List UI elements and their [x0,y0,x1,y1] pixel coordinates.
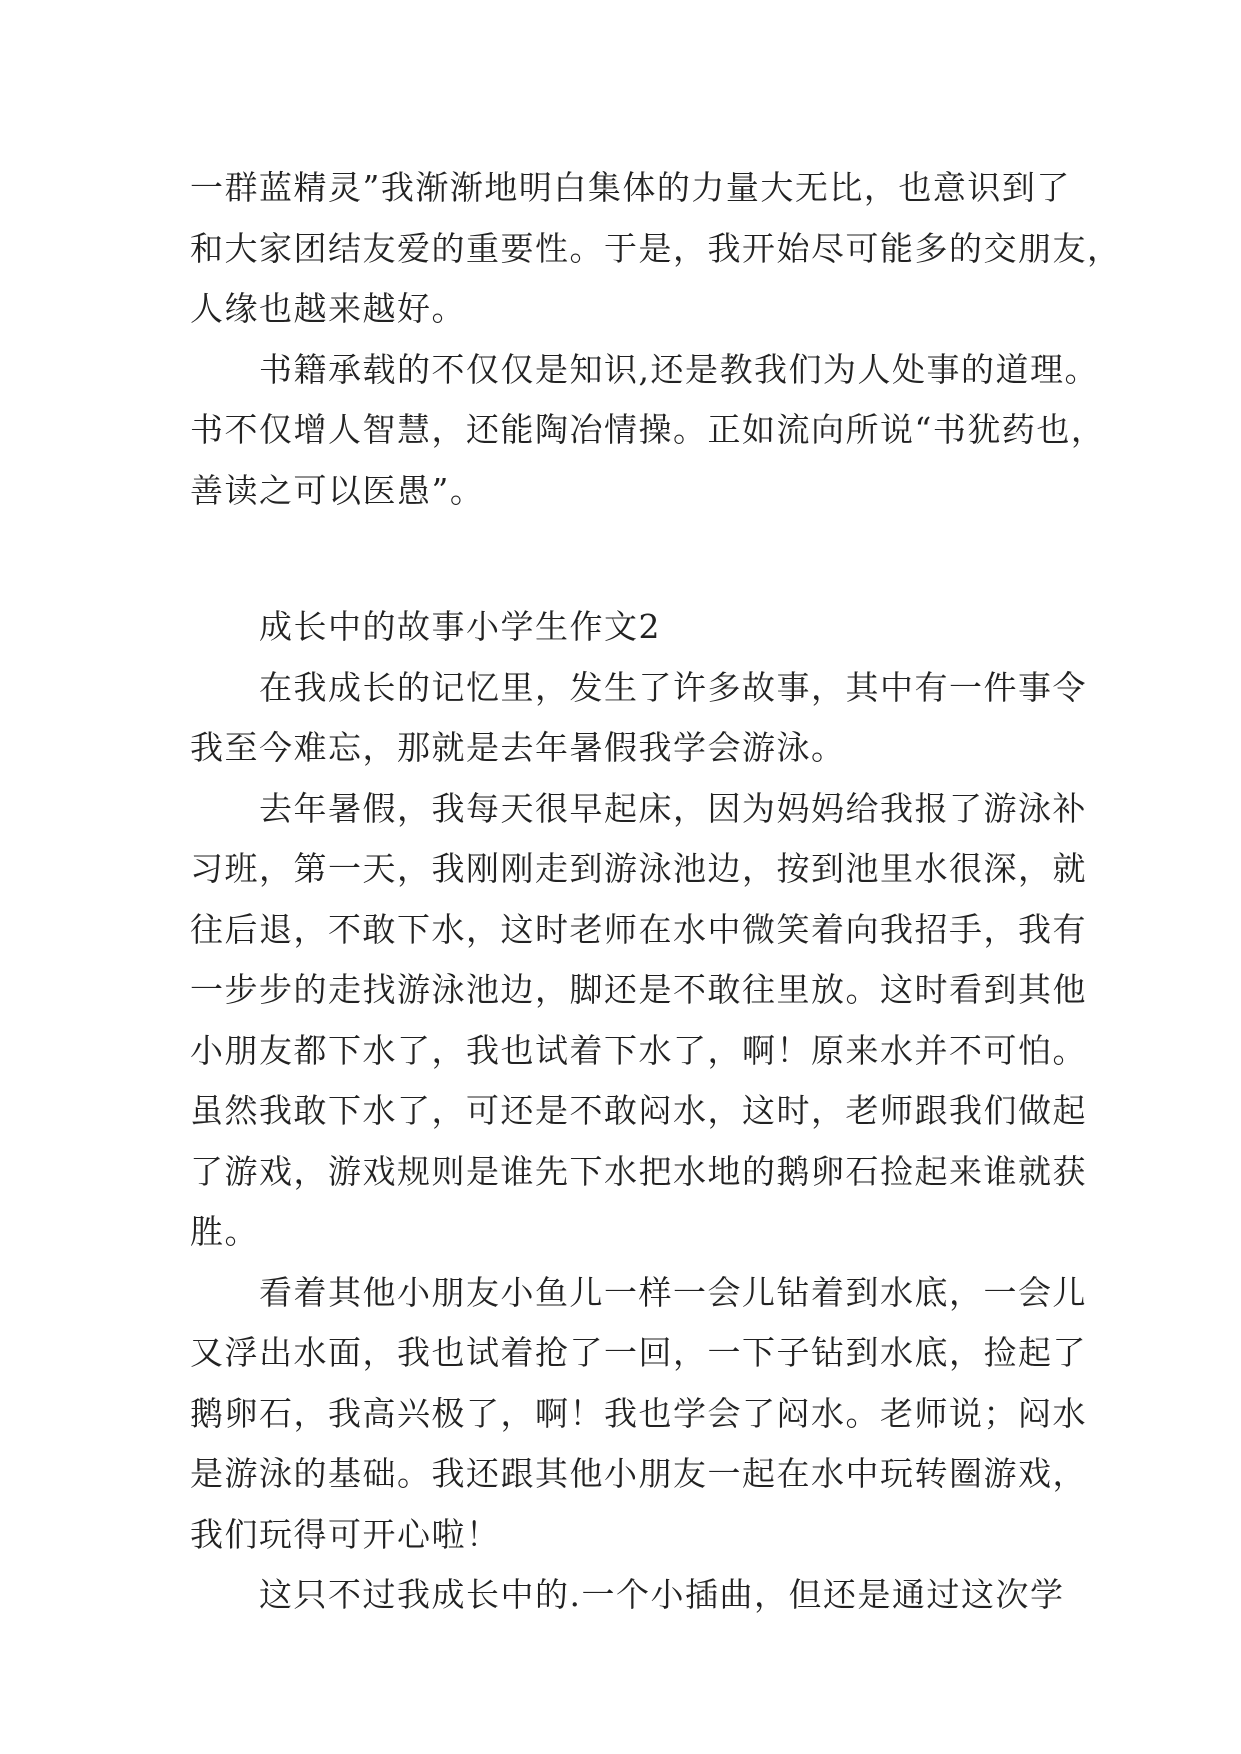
text-line: 善读之可以医愚”。 [190,470,485,510]
paragraph-memory [190,658,1087,779]
paragraph-intro-continuation [190,158,1122,340]
text-line: 我至今难忘，那就是去年暑假我学会游泳。 [190,728,846,767]
paragraph-books [190,340,1106,522]
text-line: 虽然我敢下水了，可还是不敢闷水，这时，老师跟我们做起 [190,1091,1087,1130]
essay-title [190,597,1060,658]
text-line: 习班，第一天，我刚刚走到游泳池边，按到池里水很深，就 [190,849,1087,888]
text-line: 这只不过我成长中的.一个小插曲，但还是通过这次学 [190,1575,1065,1614]
text-line: 小朋友都下水了，我也试着下水了，啊！原来水并不可怕。 [190,1030,1087,1070]
text-line: 了游戏，游戏规则是谁先下水把水地的鹅卵石捡起来谁就获 [190,1151,1087,1191]
text-line: 鹅卵石，我高兴极了，啊！我也学会了闷水。老师说；闷水 [190,1393,1087,1433]
document-body [190,158,1122,1626]
text-line: 是游泳的基础。我还跟其他小朋友一起在水中玩转圈游戏， [190,1454,1087,1493]
paragraph-summer-class [190,779,1087,1263]
paragraph-underwater [190,1263,1087,1566]
paragraph-episode [190,1565,1065,1626]
text-line: 往后退，不敢下水，这时老师在水中微笑着向我招手，我有 [190,909,1087,949]
text-line: 书籍承载的不仅仅是知识,还是教我们为人处事的道理。 [190,349,1099,389]
text-line: 看着其他小朋友小鱼儿一样一会儿钻着到水底，一会儿 [190,1272,1087,1312]
text-line: 去年暑假，我每天很早起床，因为妈妈给我报了游泳补 [190,788,1087,828]
text-line: 胜。 [190,1212,259,1251]
text-line: 书不仅增人智慧，还能陶冶情操。正如流向所说“书犹药也， [190,410,1106,449]
text-line: 和大家团结友爱的重要性。于是，我开始尽可能多的交朋友， [190,228,1122,268]
text-line: 一群蓝精灵”我渐渐地明白集体的力量大无比，也意识到了 [190,168,1071,207]
text-line: 又浮出水面，我也试着抢了一回，一下子钻到水底，捡起了 [190,1333,1087,1372]
title-line: 成长中的故事小学生作文2 [190,607,661,646]
text-line: 一步步的走找游泳池边，脚还是不敢往里放。这时看到其他 [190,970,1087,1009]
text-line: 人缘也越来越好。 [190,289,466,328]
text-line: 在我成长的记忆里，发生了许多故事，其中有一件事令 [190,667,1087,707]
text-line: 我们玩得可开心啦！ [190,1514,501,1554]
